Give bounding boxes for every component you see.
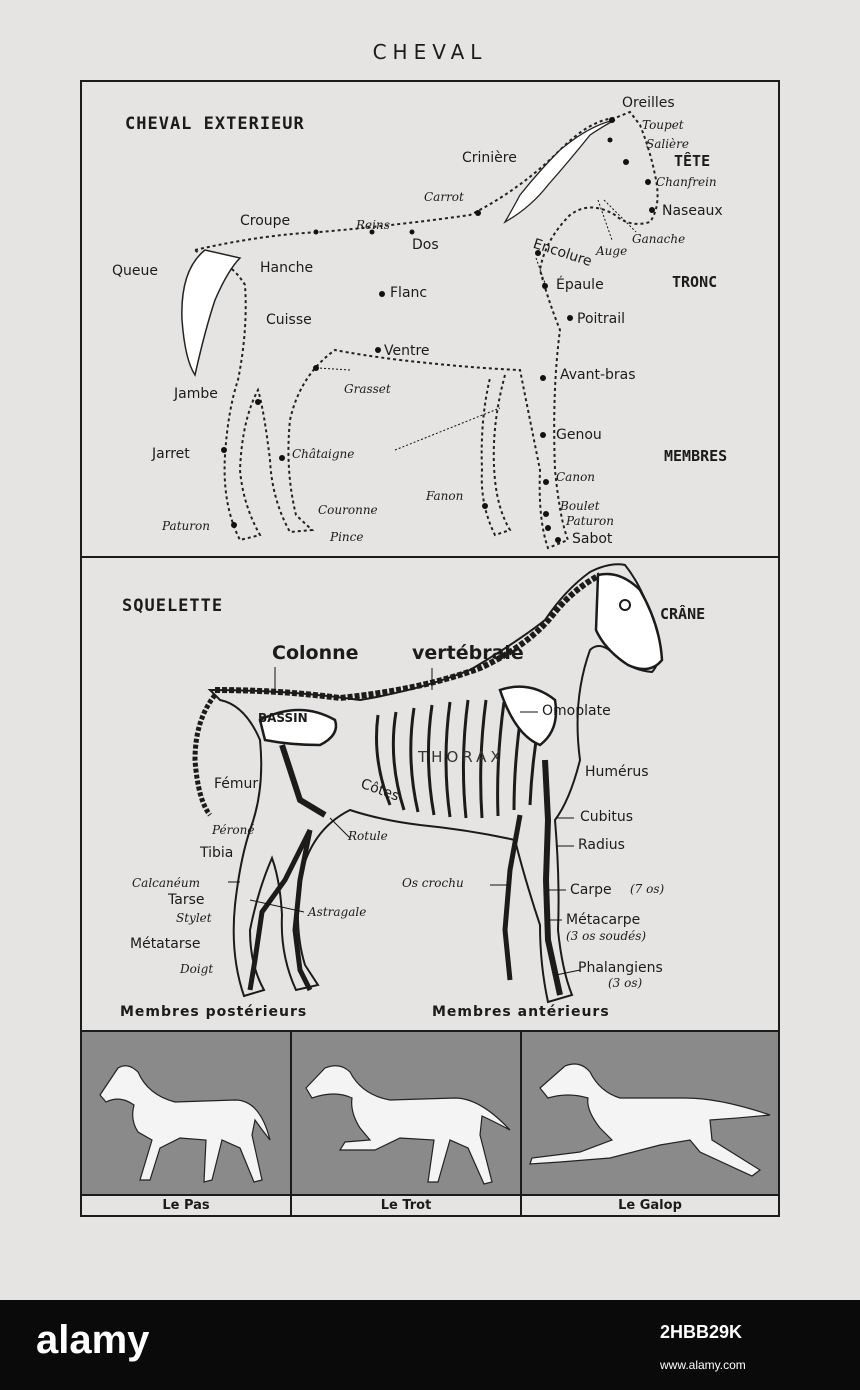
label-paturon-rear: Paturon — [162, 519, 210, 533]
label-reins: Reins — [356, 218, 390, 232]
label-colonne: Colonne — [272, 642, 359, 664]
label-boulet: Boulet — [560, 499, 600, 513]
page-title: CHEVAL — [372, 40, 488, 64]
label-humerus: Humérus — [585, 764, 649, 780]
label-ganache: Ganache — [632, 232, 686, 246]
label-vertebrale: vertébrale — [412, 642, 524, 664]
label-carrot: Carrot — [424, 190, 464, 204]
label-metatarse: Métatarse — [130, 936, 201, 952]
label-avant-bras: Avant-bras — [560, 367, 636, 383]
label-perone: Péroné — [212, 823, 255, 837]
label-thorax: THORAX — [418, 748, 505, 766]
label-ventre: Ventre — [384, 343, 430, 359]
label-omoplate: Omoplate — [542, 703, 611, 719]
exterior-title: CHEVAL EXTERIEUR — [125, 114, 305, 134]
label-oreilles: Oreilles — [622, 95, 675, 111]
label-canon: Canon — [556, 470, 596, 484]
label-bassin: BASSIN — [258, 711, 308, 725]
watermark-image-id: 2HBB29K — [660, 1322, 743, 1342]
label-genou: Genou — [556, 427, 602, 443]
label-os-crochu: Os crochu — [402, 876, 464, 890]
label-front-limbs: Membres antérieurs — [432, 1004, 610, 1020]
label-phalangiens-note: (3 os) — [608, 976, 643, 990]
label-stylet: Stylet — [176, 911, 212, 925]
label-paturon-front: Paturon — [566, 514, 614, 528]
label-croupe: Croupe — [240, 213, 291, 229]
watermark-logo: alamy — [36, 1318, 150, 1362]
label-naseaux: Naseaux — [662, 203, 723, 219]
label-toupet: Toupet — [642, 118, 684, 132]
label-grasset: Grasset — [344, 382, 391, 396]
label-calcaneum: Calcanéum — [132, 876, 200, 890]
label-carpe: Carpe — [570, 882, 612, 898]
label-queue: Queue — [112, 263, 158, 279]
watermark-url: www.alamy.com — [660, 1358, 746, 1372]
label-dos: Dos — [412, 237, 439, 253]
label-auge: Auge — [596, 244, 628, 258]
label-pince: Pince — [330, 530, 364, 544]
tail-illustration — [182, 250, 240, 375]
label-metacarpe-note: (3 os soudés) — [566, 929, 647, 943]
label-saliere: Salière — [646, 137, 689, 151]
section-trunk: TRONC — [672, 273, 718, 291]
section-head: TÊTE — [674, 152, 711, 170]
label-epaule: Épaule — [556, 277, 604, 293]
label-radius: Radius — [578, 837, 625, 853]
label-carpe-note: (7 os) — [630, 882, 665, 896]
skeleton-title: SQUELETTE — [122, 596, 224, 616]
label-crane: CRÂNE — [660, 605, 706, 623]
caption-trot: Le Trot — [380, 1198, 432, 1213]
caption-gallop: Le Galop — [618, 1198, 682, 1213]
label-tibia: Tibia — [200, 845, 234, 861]
section-limbs: MEMBRES — [664, 447, 728, 465]
label-encolure: Encolure — [531, 236, 594, 271]
label-rotule: Rotule — [348, 829, 388, 843]
label-metacarpe: Métacarpe — [566, 912, 641, 928]
label-jarret: Jarret — [152, 446, 190, 462]
mane-illustration — [505, 120, 615, 222]
label-tarse: Tarse — [168, 892, 205, 908]
label-criniere: Crinière — [462, 150, 517, 166]
label-chataigne: Châtaigne — [292, 447, 355, 461]
label-doigt: Doigt — [180, 962, 214, 976]
label-cuisse: Cuisse — [266, 312, 312, 328]
label-hanche: Hanche — [260, 260, 314, 276]
label-chanfrein: Chanfrein — [656, 175, 717, 189]
label-femur: Fémur — [214, 776, 259, 792]
label-fanon: Fanon — [426, 489, 464, 503]
label-phalangiens: Phalangiens — [578, 960, 663, 976]
label-jambe: Jambe — [174, 386, 218, 402]
label-astragale: Astragale — [308, 905, 367, 919]
label-sabot: Sabot — [572, 531, 613, 547]
label-couronne: Couronne — [318, 503, 378, 517]
label-rear-limbs: Membres postérieurs — [120, 1004, 308, 1020]
caption-walk: Le Pas — [162, 1198, 210, 1213]
label-poitrail: Poitrail — [577, 311, 626, 327]
label-cotes: Côtes — [358, 776, 402, 805]
label-flanc: Flanc — [390, 285, 428, 301]
label-cubitus: Cubitus — [580, 809, 634, 825]
